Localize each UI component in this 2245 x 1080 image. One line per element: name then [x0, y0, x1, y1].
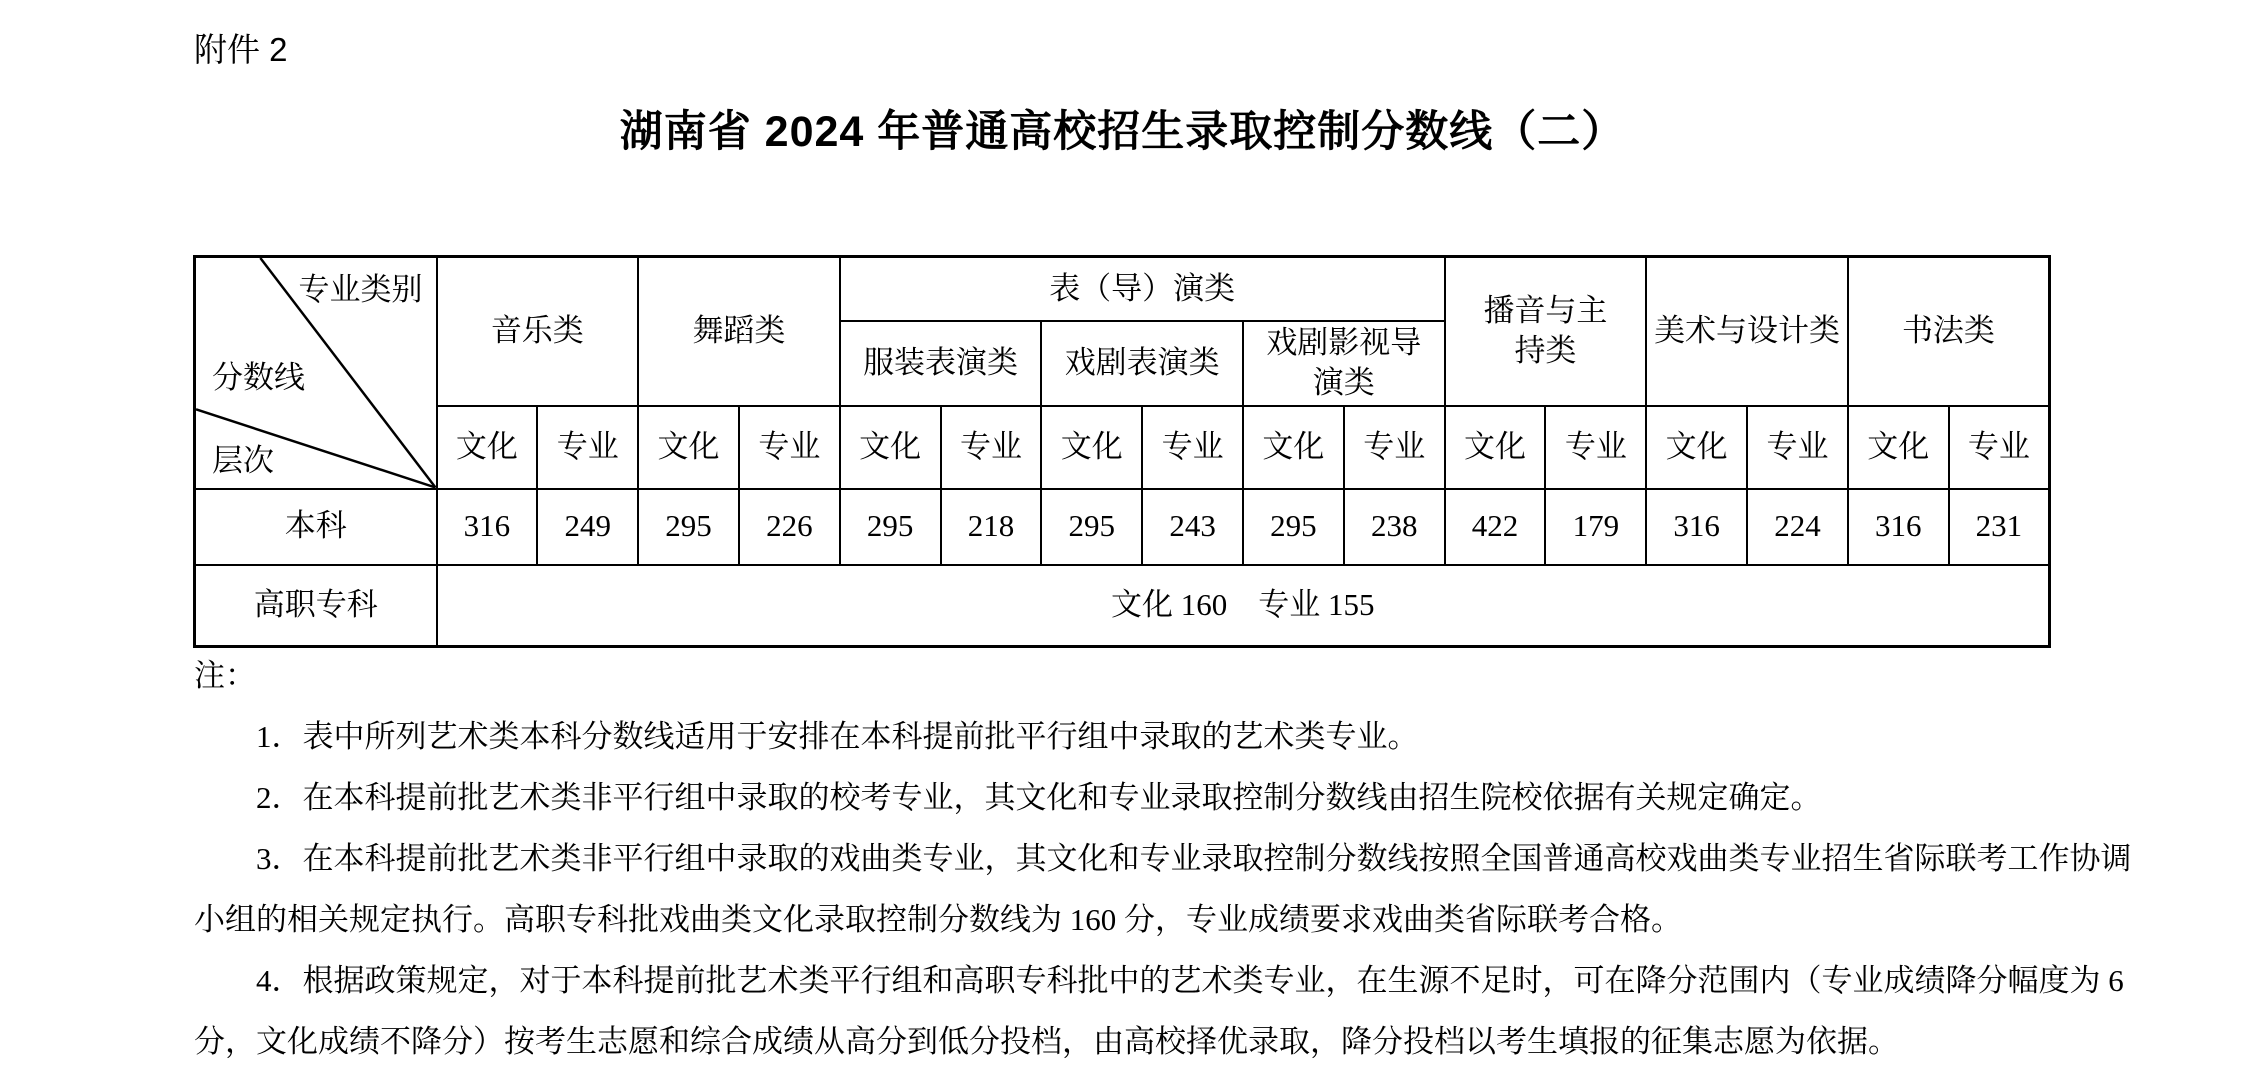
- score-type-header-major: 专业: [1949, 406, 2050, 489]
- category-header-performance-directing: 表（导）演类: [840, 257, 1445, 321]
- score-type-header-culture: 文化: [840, 406, 941, 489]
- score-type-header-major: 专业: [537, 406, 638, 489]
- score-cell: 295: [1243, 489, 1344, 565]
- score-cell: 243: [1142, 489, 1243, 565]
- score-cell: 316: [1848, 489, 1949, 565]
- sub-header-drama-performance: 戏剧表演类: [1041, 321, 1243, 406]
- note-1-line-1: 1．表中所列艺术类本科分数线适用于安排在本科提前批平行组中录取的艺术类专业。: [256, 719, 1419, 754]
- score-cell: 295: [638, 489, 739, 565]
- corner-label-level: 层次: [212, 443, 274, 479]
- category-header-art-design: 美术与设计类: [1646, 257, 1848, 406]
- score-type-header-major: 专业: [1344, 406, 1445, 489]
- score-type-header-major: 专业: [1142, 406, 1243, 489]
- score-cell: 316: [437, 489, 538, 565]
- score-cell: 179: [1545, 489, 1646, 565]
- score-type-header-major: 专业: [1545, 406, 1646, 489]
- score-type-header-culture: 文化: [1445, 406, 1546, 489]
- sub-header-drama-film-directing: [1243, 321, 1445, 406]
- score-type-header-culture: 文化: [638, 406, 739, 489]
- note-2-line-1: 2．在本科提前批艺术类非平行组中录取的校考专业，其文化和专业录取控制分数线由招生院校依据有关规定确定。: [256, 780, 1822, 815]
- score-cell: 238: [1344, 489, 1445, 565]
- score-cell: 231: [1949, 489, 2050, 565]
- score-type-header-major: 专业: [739, 406, 840, 489]
- category-header-music: 音乐类: [437, 257, 639, 406]
- sub-header-costume-performance: 服装表演类: [840, 321, 1042, 406]
- notes-section: [194, 645, 2132, 1072]
- score-cell: 295: [1041, 489, 1142, 565]
- score-cell: 422: [1445, 489, 1546, 565]
- page-title: 湖南省 2024 年普通高校招生录取控制分数线（二）: [619, 108, 1626, 156]
- score-type-header-major: 专业: [1747, 406, 1848, 489]
- score-cell: 226: [739, 489, 840, 565]
- score-cell: 316: [1646, 489, 1747, 565]
- note-4-line-1: 4．根据政策规定，对于本科提前批艺术类平行组和高职专科批中的艺术类专业，在生源不足时，可在降分范围内（专业成绩降分幅度为 6: [256, 963, 2124, 998]
- attachment-label: 附件 2: [194, 31, 288, 68]
- corner-header-cell: [195, 257, 437, 489]
- score-type-header-culture: 文化: [1041, 406, 1142, 489]
- category-header-dance: 舞蹈类: [638, 257, 840, 406]
- score-cell: 295: [840, 489, 941, 565]
- score-cell: 218: [941, 489, 1042, 565]
- category-header-broadcasting-hosting: [1445, 257, 1647, 406]
- category-header-calligraphy: 书法类: [1848, 257, 2050, 406]
- note-3-line-2: 小组的相关规定执行。高职专科批戏曲类文化录取控制分数线为 160 分，专业成绩要求戏曲类省际联考合格。: [194, 902, 1682, 937]
- notes-label: 注：: [194, 658, 256, 693]
- score-type-header-culture: 文化: [1646, 406, 1747, 489]
- sub-header-line: 戏剧影视导: [1266, 324, 1422, 360]
- score-type-header-culture: 文化: [1848, 406, 1949, 489]
- corner-label-score-line: 分数线: [212, 360, 305, 395]
- row-label-undergraduate: 本科: [195, 489, 437, 565]
- note-3-line-1: 3．在本科提前批艺术类非平行组中录取的戏曲类专业，其文化和专业录取控制分数线按照全国普通高校戏曲类专业招生省际联考工作协调: [256, 841, 2132, 876]
- score-type-header-culture: 文化: [437, 406, 538, 489]
- merged-score-cell: 文化 160 专业 155: [437, 565, 2050, 647]
- sub-header-line: 演类: [1312, 365, 1375, 400]
- score-type-header-major: 专业: [941, 406, 1042, 489]
- score-cell: 249: [537, 489, 638, 565]
- score-type-header-culture: 文化: [1243, 406, 1344, 489]
- row-label-vocational-college: 高职专科: [195, 565, 437, 647]
- category-header-line: 持类: [1514, 333, 1577, 369]
- corner-label-category: 专业类别: [298, 272, 423, 307]
- score-line-table: [193, 255, 2051, 648]
- score-cell: 224: [1747, 489, 1848, 565]
- category-header-line: 播音与主: [1483, 292, 1608, 328]
- note-4-line-2: 分，文化成绩不降分）按考生志愿和综合成绩从高分到低分投档，由高校择优录取，降分投档以考生填报的征集志愿为依据。: [194, 1024, 1899, 1059]
